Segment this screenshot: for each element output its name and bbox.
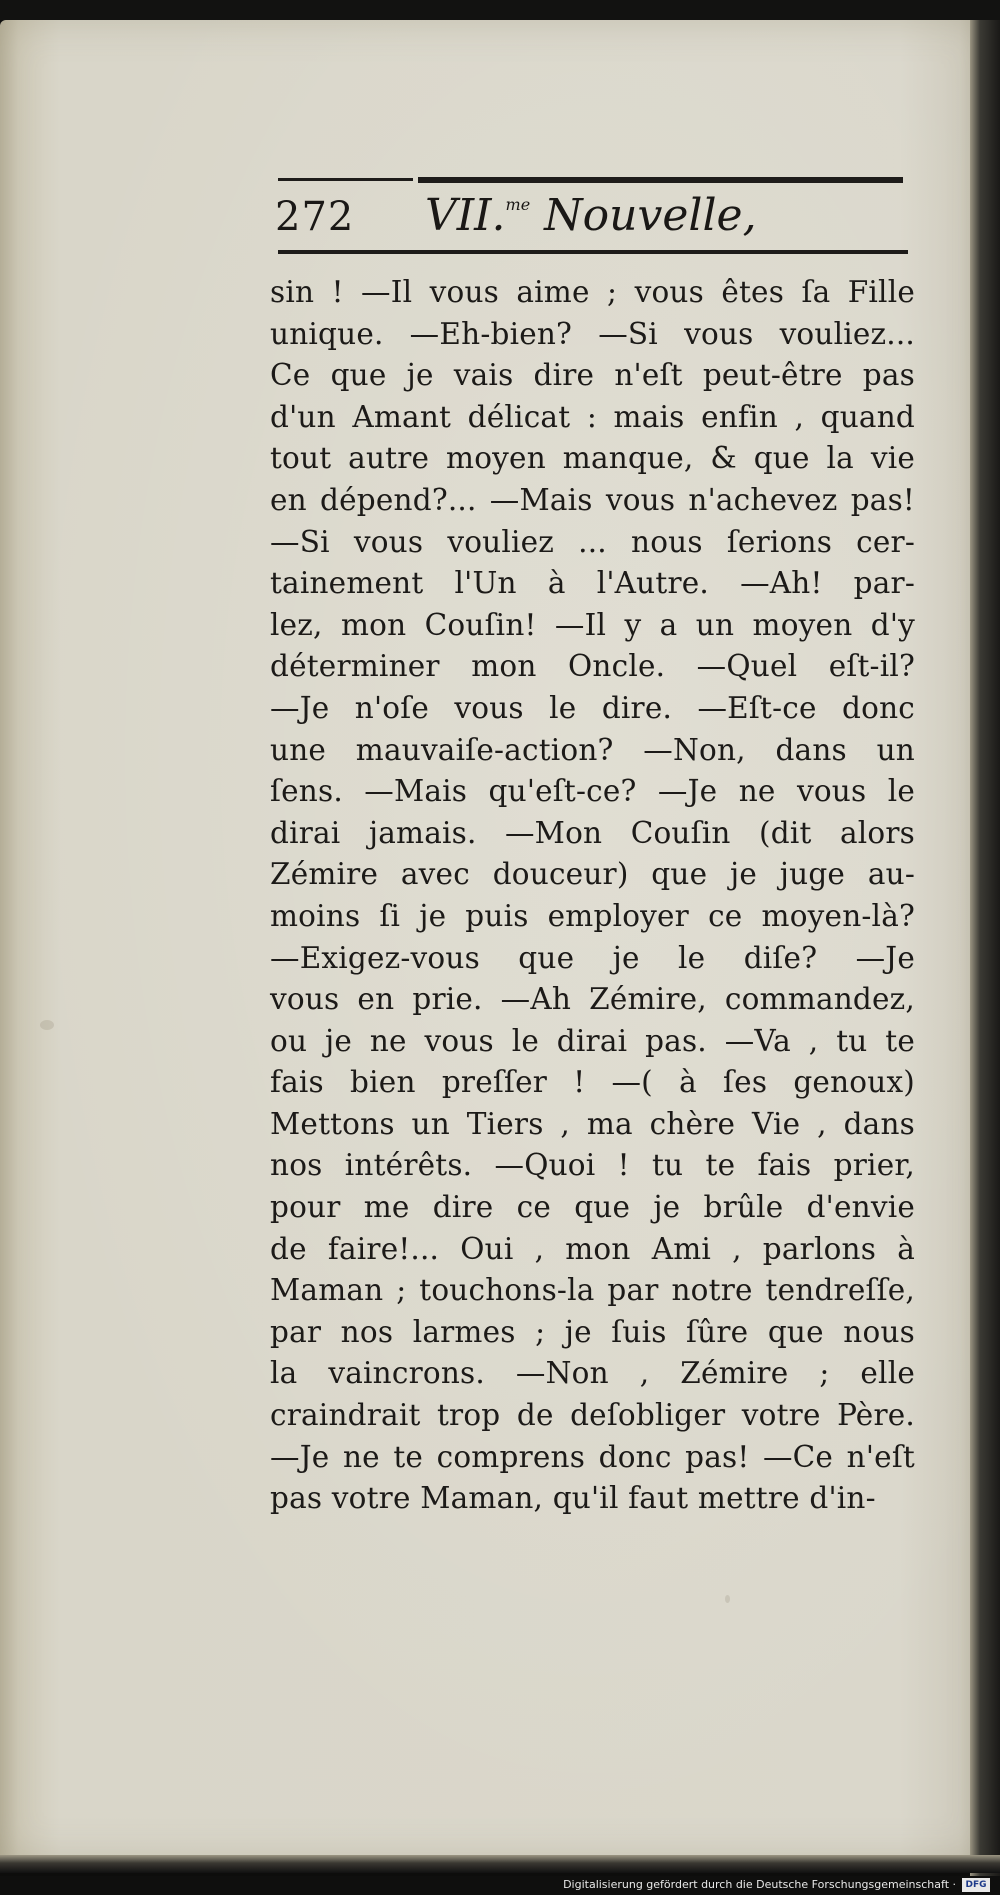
- text-line: unique. —Eh-bien? —Si vous vouliez...: [270, 316, 915, 351]
- digitization-footer: [0, 1876, 1000, 1895]
- header-rule-top-right: [418, 177, 903, 183]
- dfg-logo-icon: DFG: [962, 1878, 990, 1892]
- text-line: de faire!... Oui , mon Ami , parlons à: [270, 1231, 915, 1266]
- text-line: d'un Amant délicat : mais enfin , quand: [270, 399, 915, 434]
- text-line: sin ! —Il vous aime ; vous êtes ſa Fille: [270, 275, 915, 309]
- text-line: dirai jamais. —Mon Couſin (dit alors: [270, 815, 915, 850]
- funding-credit: Digitalisierung gefördert durch die Deutsche Forschungsgemeinschaft ·: [563, 1878, 956, 1891]
- text-line: ou je ne vous le dirai pas. —Va , tu te: [270, 1023, 915, 1058]
- text-line: Maman ; touchons-la par notre tendreſſe,: [270, 1273, 915, 1308]
- text-line: tout autre moyen manque, & que la vie: [270, 441, 915, 476]
- body-text: [270, 272, 915, 1520]
- running-title: [425, 190, 757, 241]
- text-line: Zémire avec douceur) que je juge au-: [270, 857, 915, 892]
- running-title-numeral: VII.: [425, 190, 506, 241]
- text-line: —Je ne te comprens donc pas! —Ce n'eſt: [270, 1439, 915, 1474]
- text-line: ſens. —Mais qu'eſt-ce? —Je ne vous le: [270, 774, 915, 809]
- text-line: Mettons un Tiers , ma chère Vie , dans: [270, 1106, 915, 1141]
- text-line: tainement l'Un à l'Autre. —Ah! par-: [270, 566, 915, 601]
- text-line: —Je n'oſe vous le dire. —Eſt-ce donc: [270, 690, 915, 725]
- scan-background: [0, 0, 1000, 20]
- running-title-superscript: me: [505, 195, 531, 214]
- text-line: la vaincrons. —Non , Zémire ; elle: [270, 1356, 915, 1391]
- page-number: 272: [275, 194, 355, 240]
- text-line: nos intérêts. —Quoi ! tu te fais prier,: [270, 1148, 915, 1183]
- text-line: —Exigez-vous que je le diſe? —Je: [270, 940, 915, 975]
- text-line: pas votre Maman, qu'il faut mettre d'in-: [270, 1481, 876, 1516]
- text-line: —Si vous vouliez ... nous ſerions cer-: [270, 524, 915, 559]
- page-edge-right: [970, 20, 1000, 1880]
- text-line: craindrait trop de deſobliger votre Père.: [270, 1398, 915, 1433]
- text-line: par nos larmes ; je ſuis ſûre que nous: [270, 1314, 915, 1349]
- running-title-text: Nouvelle,: [530, 190, 757, 241]
- header-rule-top-left: [278, 178, 413, 181]
- text-line: pour me dire ce que je brûle d'envie: [270, 1190, 915, 1225]
- text-line: en dépend?... —Mais vous n'achevez pas!: [270, 482, 915, 517]
- paper-stain: [725, 1595, 730, 1603]
- text-line: fais bien preſſer ! —( à ſes genoux): [270, 1065, 915, 1100]
- text-line: moins ſi je puis employer ce moyen-là?: [270, 898, 915, 933]
- paper-stain: [40, 1020, 54, 1030]
- running-header: [275, 190, 915, 245]
- text-line: une mauvaiſe-action? —Non, dans un: [270, 732, 915, 767]
- text-line: lez, mon Couſin! —Il y a un moyen d'y: [270, 607, 915, 642]
- text-line: vous en prie. —Ah Zémire, commandez,: [270, 982, 915, 1017]
- header-rule-bottom: [278, 250, 908, 254]
- text-line: déterminer mon Oncle. —Quel eſt-il?: [270, 649, 915, 684]
- text-line: Ce que je vais dire n'eſt peut-être pas: [270, 358, 915, 393]
- page-edge-bottom: [0, 1855, 1000, 1873]
